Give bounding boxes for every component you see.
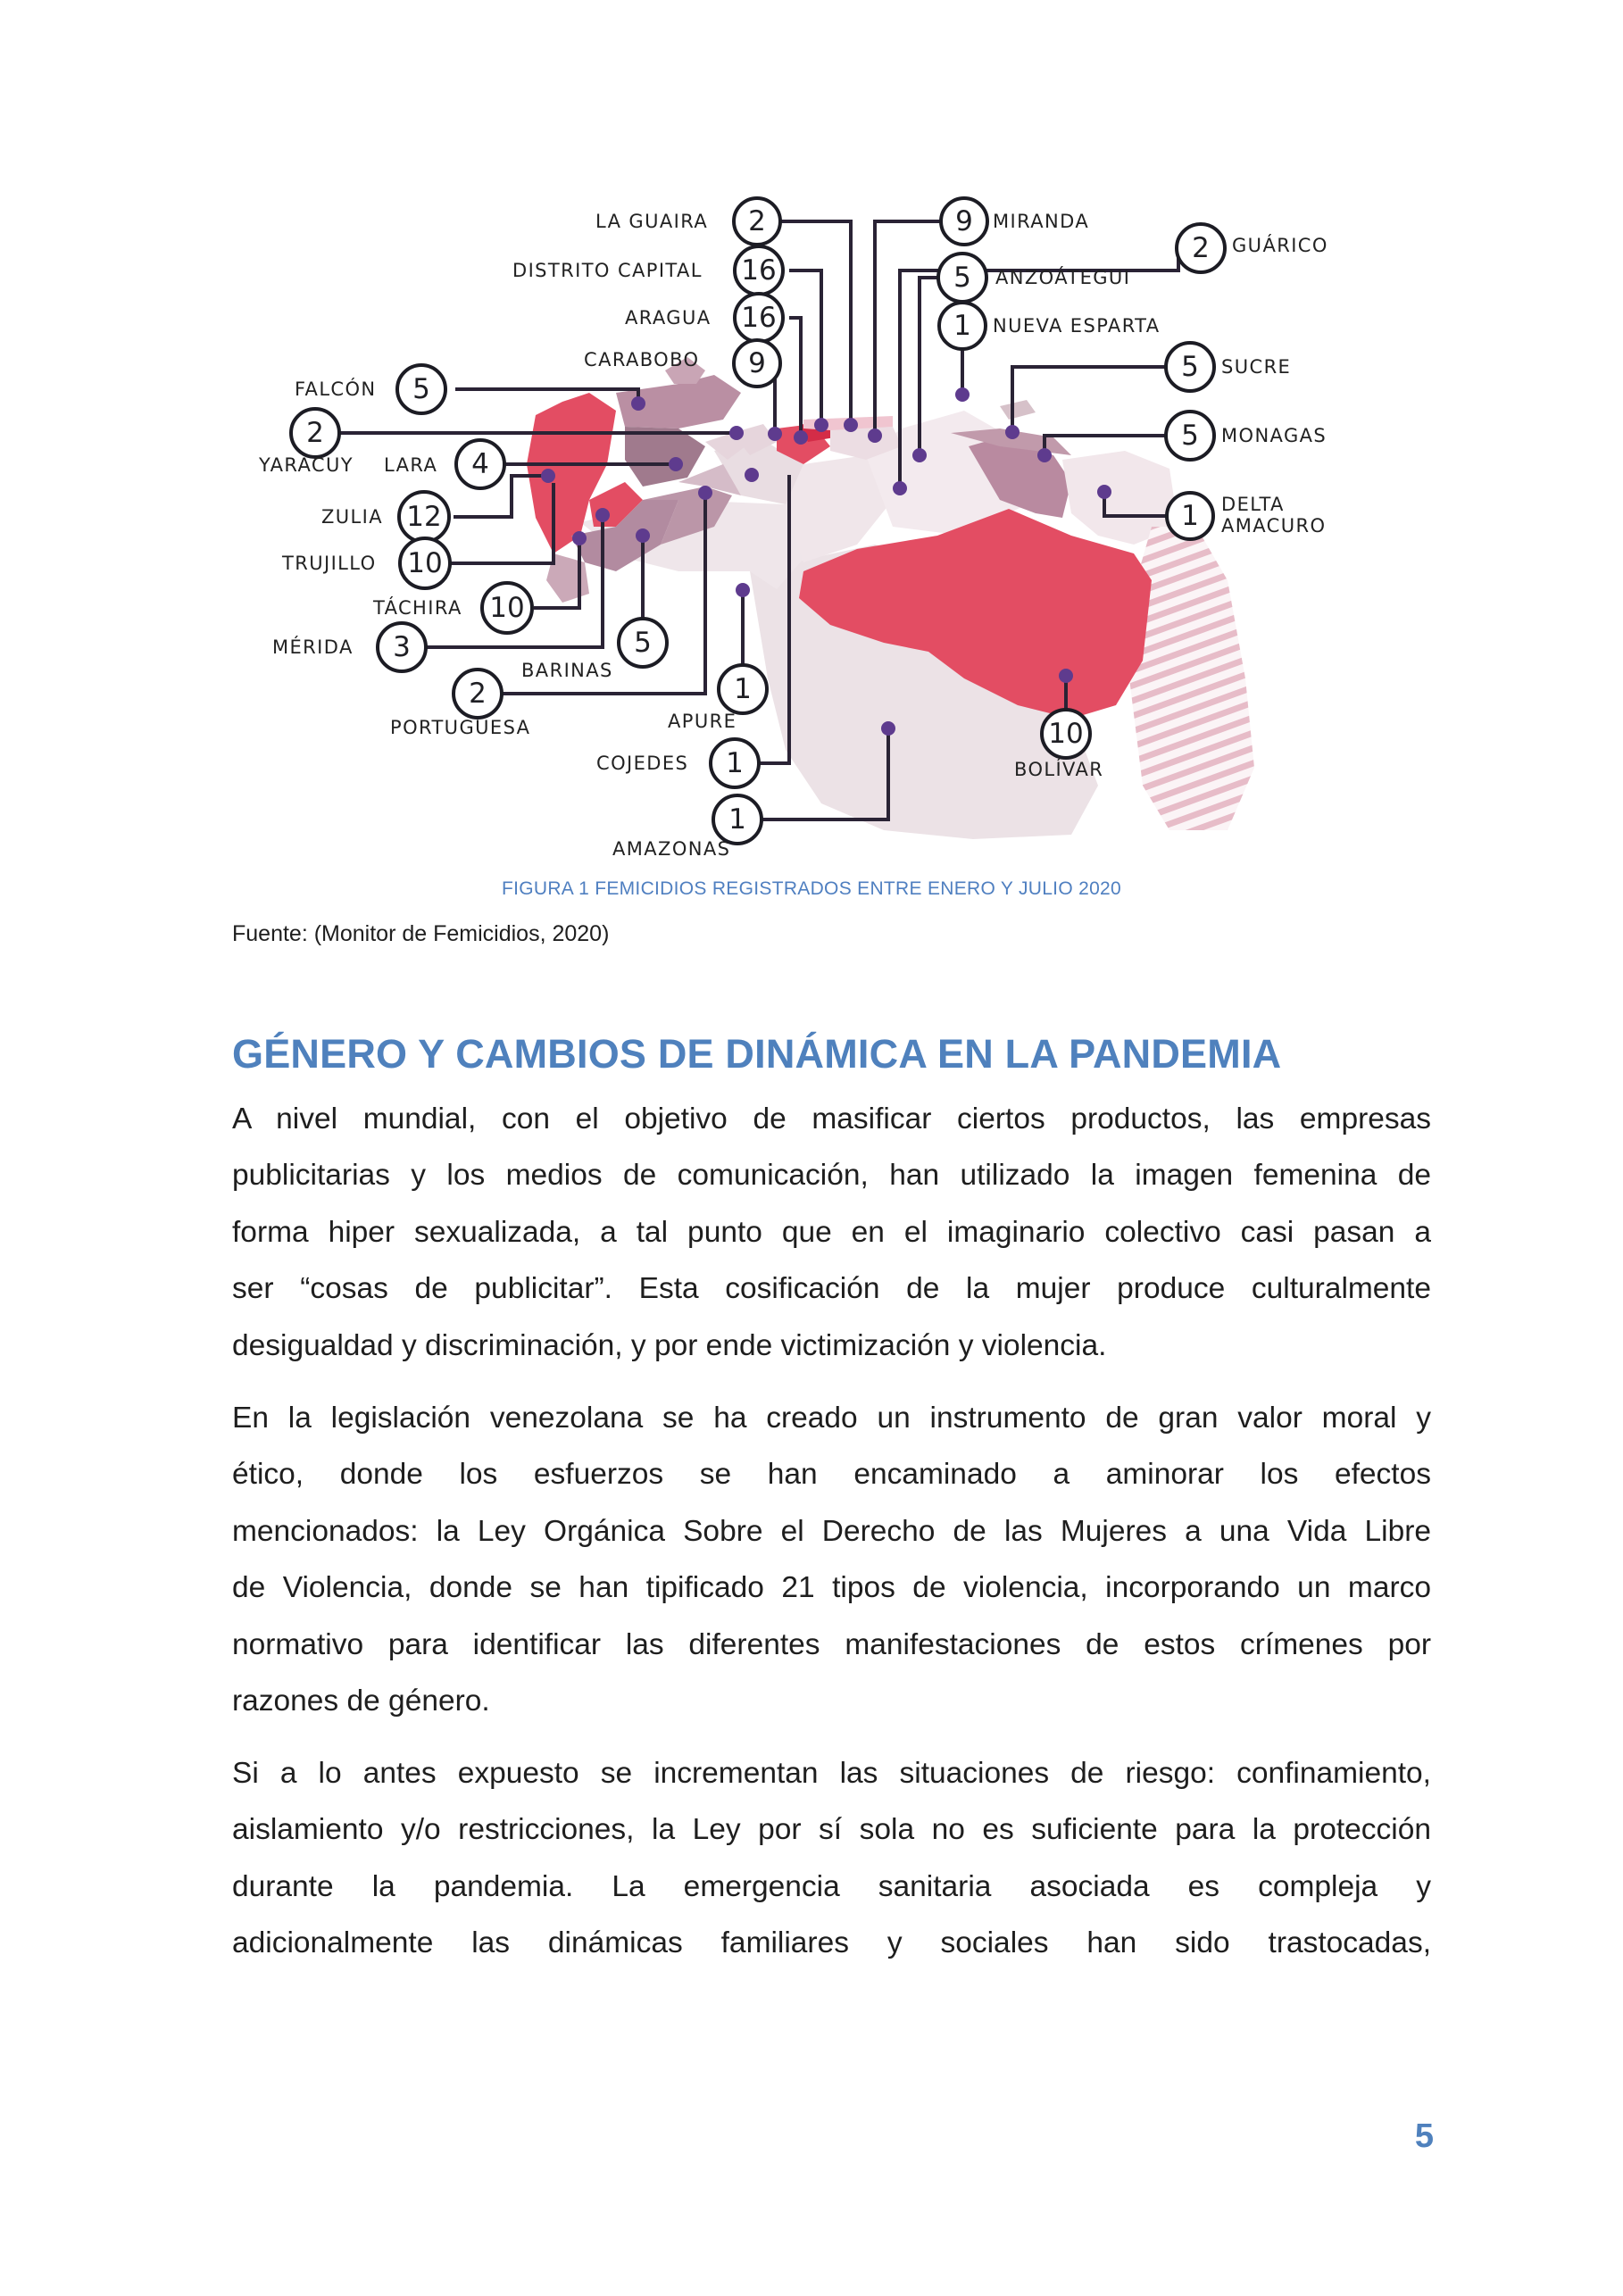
paragraph-line: aislamiento y/o restricciones, la Ley por sí sola no es suficiente para la protección [232,1813,1431,1847]
paragraph-line: publicitarias y los medios de comunicación, han utilizado la imagen femenina de [232,1159,1431,1193]
count-monagas: 5 [1181,420,1199,452]
page-number: 5 [1414,2117,1434,2155]
count-guarico: 2 [1192,232,1210,264]
label-merida: MÉRIDA [272,636,354,658]
paragraph-line: de Violencia, donde se han tipificado 21 tipos de violencia, incorporando un marco [232,1571,1431,1605]
paragraph-line: normativo para identificar las diferentes manifestaciones de estos crímenes por [232,1627,1431,1661]
label-delta-amacuro-line2: AMACURO [1221,515,1327,537]
count-anzoategui: 5 [953,262,971,294]
label-lara: LARA [384,454,438,476]
paragraph-1 [232,1091,1431,1374]
figure-caption: FIGURA 1 FEMICIDIOS REGISTRADOS ENTRE ENERO Y JULIO 2020 [501,878,1122,899]
count-la-guaira: 2 [748,205,766,237]
paragraph-line: mencionados: la Ley Orgánica Sobre el Derecho de las Mujeres a una Vida Libre [232,1514,1431,1548]
label-monagas: MONAGAS [1221,425,1328,446]
count-miranda: 9 [955,205,973,237]
paragraph-line: En la legislación venezolana se ha creado un instrumento de gran valor moral y [232,1402,1431,1435]
count-bolivar: 10 [1048,718,1084,750]
count-nueva-esparta: 1 [953,310,971,342]
count-yaracuy: 2 [306,417,324,449]
paragraph-line: adicionalmente las dinámicas familiares y sociales han sido trastocadas, [232,1926,1431,1960]
label-anzoategui: ANZOÁTEGUI [995,267,1131,288]
label-portuguesa: PORTUGUESA [390,717,531,738]
state-nueva-esparta [1000,400,1036,420]
label-zulia: ZULIA [321,506,384,528]
label-carabobo: CARABOBO [584,349,700,370]
count-falcon: 5 [412,373,430,405]
label-la-guaira: LA GUAIRA [595,211,709,232]
label-delta-amacuro-line1: DELTA [1221,494,1285,515]
count-tachira: 10 [489,592,525,624]
paragraph-line: ser “cosas de publicitar”. Esta cosificación de la mujer produce culturalmente [232,1272,1431,1306]
count-zulia: 12 [406,501,442,533]
paragraph-line: durante la pandemia. La emergencia sanitaria asociada es compleja y [232,1869,1431,1903]
count-lara: 4 [471,448,489,480]
count-apure: 1 [734,673,752,705]
label-apure: APURE [668,711,737,732]
paragraph-line: forma hiper sexualizada, a tal punto que en el imaginario colectivo casi pasan a [232,1215,1431,1249]
femicide-map-figure [0,0,1623,875]
label-distrito-capital: DISTRITO CAPITAL [512,260,703,281]
paragraph-line: A nivel mundial, con el objetivo de masificar ciertos productos, las empresas [232,1102,1431,1136]
label-trujillo: TRUJILLO [282,553,377,574]
paragraph-line: ético, donde los esfuerzos se han encaminado a aminorar los efectos [232,1458,1431,1492]
paragraph-line: Si a lo antes expuesto se incrementan las situaciones de riesgo: confinamiento, [232,1757,1431,1790]
label-yaracuy: YARACUY [259,454,354,476]
paragraph-line: desigualdad y discriminación, y por ende victimización y violencia. [232,1328,1107,1362]
section-heading: GÉNERO Y CAMBIOS DE DINÁMICA EN LA PANDEMIA [232,1031,1282,1077]
count-barinas: 5 [634,627,652,659]
label-falcon: FALCÓN [295,379,377,400]
label-amazonas: AMAZONAS [612,838,731,860]
count-delta-amacuro: 1 [1181,500,1199,532]
label-cojedes: COJEDES [596,753,689,774]
count-aragua: 16 [741,302,777,334]
count-carabobo: 9 [748,347,766,379]
count-merida: 3 [393,631,411,663]
count-sucre: 5 [1181,351,1199,383]
count-amazonas: 1 [728,803,746,836]
paragraph-line: razones de género. [232,1685,490,1718]
label-bolivar: BOLÍVAR [1014,759,1104,780]
label-guarico: GUÁRICO [1232,235,1328,256]
count-distrito-capital: 16 [741,254,777,287]
figure-source: Fuente: (Monitor de Femicidios, 2020) [232,921,610,946]
count-trujillo: 10 [407,547,443,579]
label-barinas: BARINAS [521,660,613,681]
paragraph-2 [232,1390,1431,1729]
guayana-esequiba-zone [1129,527,1254,830]
label-tachira: TÁCHIRA [373,597,462,619]
count-portuguesa: 2 [469,678,487,710]
paragraph-3 [232,1745,1431,1972]
label-nueva-esparta: NUEVA ESPARTA [993,315,1161,337]
label-sucre: SUCRE [1221,356,1292,378]
label-aragua: ARAGUA [625,307,712,329]
label-miranda: MIRANDA [993,211,1090,232]
count-cojedes: 1 [726,747,744,779]
